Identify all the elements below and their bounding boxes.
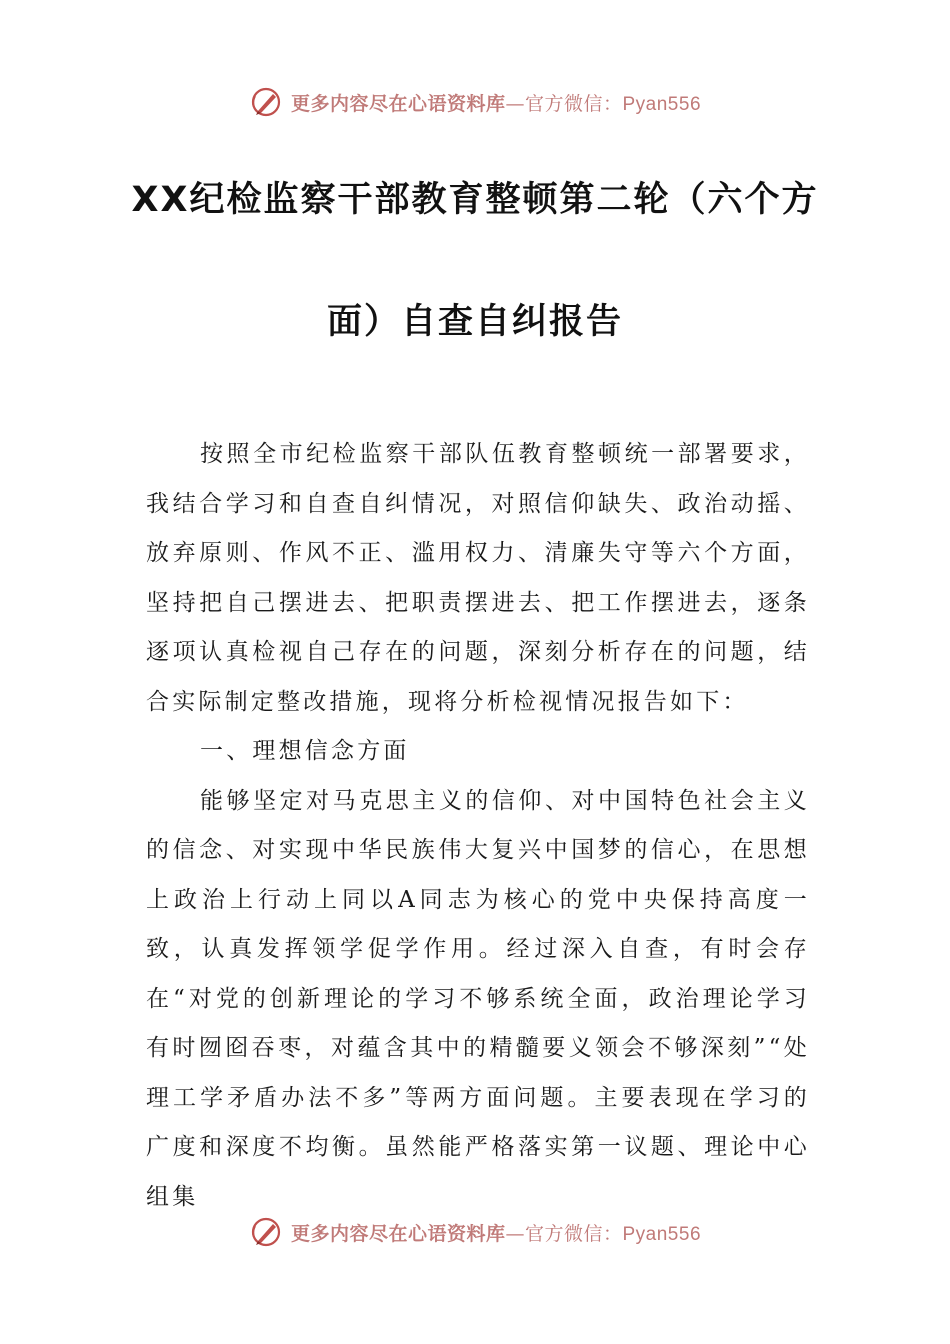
intro-paragraph: 按照全市纪检监察干部队伍教育整顿统一部署要求，我结合学习和自查自纠情况，对照信仰缺失、政治动摇、放弃原则、作风不正、滥用权力、清廉失守等六个方面，坚持把自己摆进去、把职责摆进去、把工作摆进去，逐条逐项认真检视自己存在的问题，深刻分析存在的问题，结合实际制定整改措施，现将分析检视情况报告如下： <box>146 441 810 715</box>
document-body <box>146 430 810 1222</box>
watermark-contact-id: Pyan556 <box>622 1223 702 1245</box>
pen-circle-logo-icon <box>249 1215 283 1249</box>
header-watermark <box>0 82 950 122</box>
document-title-line-1: XX纪检监察干部教育整顿第二轮（六个方 <box>131 180 819 220</box>
watermark-brand: 更多内容尽在心语资料库 <box>290 92 506 115</box>
watermark-contact-label: 官方微信： <box>524 92 623 115</box>
section-heading-1: 一、理想信念方面 <box>200 738 410 764</box>
watermark-separator: — <box>505 1222 525 1245</box>
watermark-text <box>291 89 701 116</box>
watermark-brand: 更多内容尽在心语资料库 <box>290 1222 506 1245</box>
section-1-paragraph: 能够坚定对马克思主义的信仰、对中国特色社会主义的信念、对实现中华民族伟大复兴中国梦的信心，在思想上政治上行动上同以A同志为核心的党中央保持高度一致，认真发挥领学促学作用。经过深入自查，有时会存在“对党的创新理论的学习不够系统全面，政治理论学习有时囫囵吞枣，对蕴含其中的精髓要义领会不够深刻”“处理工学矛盾办法不多”等两方面问题。主要表现在学习的广度和深度不均衡。虽然能严格落实第一议题、理论中心组集 <box>146 787 810 1210</box>
watermark-contact-label: 官方微信： <box>524 1222 623 1245</box>
watermark-text <box>291 1219 701 1246</box>
watermark-separator: — <box>505 92 525 115</box>
footer-watermark <box>0 1212 950 1252</box>
pen-circle-logo-icon <box>249 85 283 119</box>
document-title-line-2: 面）自查自纠报告 <box>326 302 623 342</box>
watermark-contact-id: Pyan556 <box>622 93 702 115</box>
